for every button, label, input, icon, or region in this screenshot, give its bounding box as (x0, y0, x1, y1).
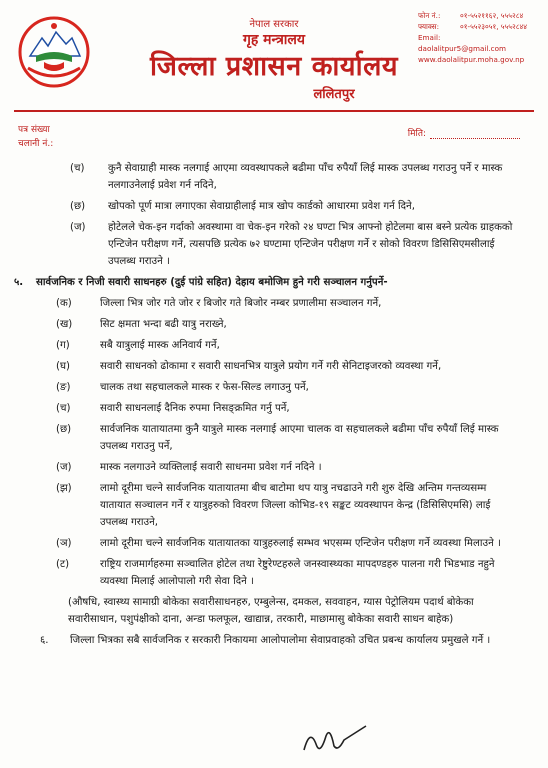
list-item (0, 358, 548, 375)
list-item (0, 480, 548, 531)
section-text: जिल्ला भित्रका सबै सार्वजनिक र सरकारी निकायमा आलोपालोमा सेवाप्रवाहको उचित प्रबन्ध कार्यालय प्रमुखले गर्ने । (70, 635, 491, 646)
fax-label: फ्याक्स: (418, 22, 440, 31)
list-item (0, 160, 548, 194)
item-text: सवारी साधनलाई दैनिक रुपमा निसङ्क्रमित गर्नु पर्ने, (100, 403, 290, 414)
item-text: खोपको पूर्ण मात्रा लगाएका सेवाग्राहीलाई मात्र खोप कार्डको आधारमा प्रवेश गर्न दिने, (108, 201, 415, 212)
item-label: (ज) (70, 222, 86, 233)
list-item (0, 459, 548, 476)
government-label: नेपाल सरकार (249, 19, 299, 30)
section-number: ५. (14, 277, 24, 288)
list-item (0, 316, 548, 333)
item-text: राष्ट्रिय राजमार्गहरुमा सञ्चालित होटेल तथा रेष्टुरेण्टहरुले जनस्वास्थ्यका मापदण्डहरु पालना गरी भिडभाड नहुने व्यवस्था मिलाई आलोपालो गरी सेवा दिने । (100, 559, 495, 587)
date-blank (430, 138, 520, 139)
phone-label: फोन नं.: (418, 11, 441, 20)
list-item (0, 337, 548, 354)
item-text: कुनै सेवाग्राही मास्क नलगाई आएमा व्यवस्थापकले बढीमा पाँच रुपैयाँ लिई मास्क उपलब्ध गराउनु पर्ने र मास्क नलगाउनेलाई प्रवेश गर्न नदिने, (108, 163, 503, 191)
contact-block (418, 10, 538, 65)
exemption-note: (औषधि, स्वास्थ्य सामाग्री बोकेका सवारीसाधनहरु, एम्बुलेन्स, दमकल, सववाहन, ग्यास पेट्रोलियम पदार्थ बोकेका सवारीसाधान, पशुपंक्षीको दाना, अन्डा फलफूल, खाद्यान्न, तरकारी, माछामासु बोकेका सवारी साधन बाहेक) (68, 597, 474, 625)
item-text: सिट क्षमता भन्दा बढी यात्रु नराख्ने, (100, 319, 227, 330)
list-item (0, 400, 548, 417)
ministry-label: गृह मन्त्रालय (242, 32, 306, 48)
list-item (0, 219, 548, 270)
header-divider (14, 110, 534, 112)
list-item (0, 421, 548, 455)
section-title: सार्वजनिक र निजी सवारी साधनहरु (दुई पांग्रे सहित) देहाय बमोजिम हुने गरी सञ्चालन गर्नुपर्ने- (36, 277, 388, 288)
office-title: जिल्ला प्रशासन कार्यालय (149, 51, 399, 82)
item-text: लामो दूरीमा चल्ने सार्वजनिक यातायातका यात्रुहरुलाई सम्भव भएसम्म एन्टिजेन परीक्षण गर्ने व्यवस्था मिलाउने । (100, 538, 501, 549)
item-label: (ख) (56, 319, 73, 330)
item-text: सवारी साधनको ढोकामा र सवारी साधनभित्र यात्रुले प्रयोग गर्ने गरी सेनिटाइजरको व्यवस्था गर्ने, (100, 361, 442, 372)
signature-icon (300, 722, 370, 758)
item-text: होटेलले चेक-इन गर्दाको अवस्थामा वा चेक-इन गरेको २४ घण्टा भित्र आफ्नो होटेलमा बास बस्ने प्रत्येक ग्राहकको एन्टिजेन परीक्षण गर्ने, त्यसपछि प्रत्येक ७२ घण्टामा एन्टिजेन परीक्षण गर्ने र सोको विवरण डिसिसिएमसीलाई उपलब्ध गराउने । (108, 222, 513, 267)
dispatch-number-label: चलानी नं.: (18, 139, 54, 149)
list-item (0, 535, 548, 552)
email-value: daolalitpur5@gmail.com (418, 44, 507, 53)
item-label: (छ) (70, 201, 86, 212)
ref-number-label: पत्र संख्या (18, 125, 50, 135)
district-label: ललितपुर (313, 87, 355, 102)
date-label: मिति: (407, 129, 426, 139)
website-value: www.daolalitpur.moha.gov.np (418, 55, 525, 64)
section-heading (0, 274, 548, 291)
email-label: Email: (418, 33, 441, 42)
list-item (0, 379, 548, 396)
item-label: (ञ) (56, 538, 72, 549)
item-label: (ग) (56, 340, 70, 351)
item-label: (ज) (56, 462, 72, 473)
list-item (0, 295, 548, 312)
item-label: (च) (56, 403, 71, 414)
section-number: ६. (40, 635, 49, 646)
item-label: (घ) (56, 361, 70, 372)
item-label: (क) (56, 298, 72, 309)
list-item (0, 556, 548, 590)
item-label: (छ) (56, 424, 72, 435)
item-text: चालक तथा सहचालकले मास्क र फेस-सिल्ड लगाउनु पर्ने, (100, 382, 309, 393)
list-item (0, 198, 548, 215)
fax-value: ०१-५५२३०५१, ५५५२८४४ (460, 22, 527, 31)
item-label: (झ) (56, 483, 72, 494)
item-text: लामो दूरीमा चल्ने सार्वजनिक यातायातमा बीच बाटोमा थप यात्रु नचढाउने गरी शुरु देखि अन्तिम गन्तव्यसम्म यातायात सञ्चालन गर्ने र यात्रुहरुको विवरण जिल्ला कोभिड-१९ सङ्कट व्यवस्थापन केन्द्र (डिसिसिएमसि) लाई उपलब्ध गराउने, (100, 483, 491, 528)
item-label: (च) (70, 163, 85, 174)
item-text: जिल्ला भित्र जोर गते जोर र बिजोर गते बिजोर नम्बर प्रणालीमा सञ्चालन गर्ने, (100, 298, 382, 309)
item-label: (ङ) (56, 382, 71, 393)
item-text: सार्वजनिक यातायातमा कुनै यात्रुले मास्क नलगाई आएमा चालक वा सहचालकले बढीमा पाँच रुपैयाँ लिई मास्क उपलब्ध गराउनु पर्ने, (100, 424, 499, 452)
item-text: सबै यात्रुलाई मास्क अनिवार्य गर्ने, (100, 340, 220, 351)
phone-value: ०१-५५२११६२, ५५५२८४ (460, 11, 524, 20)
item-label: (ट) (56, 559, 70, 570)
date-field (408, 126, 520, 139)
section-six (0, 632, 548, 649)
letter-body (0, 160, 548, 653)
item-text: मास्क नलगाउने व्यक्तिलाई सवारी साधनमा प्रवेश गर्न नदिने । (100, 462, 322, 473)
